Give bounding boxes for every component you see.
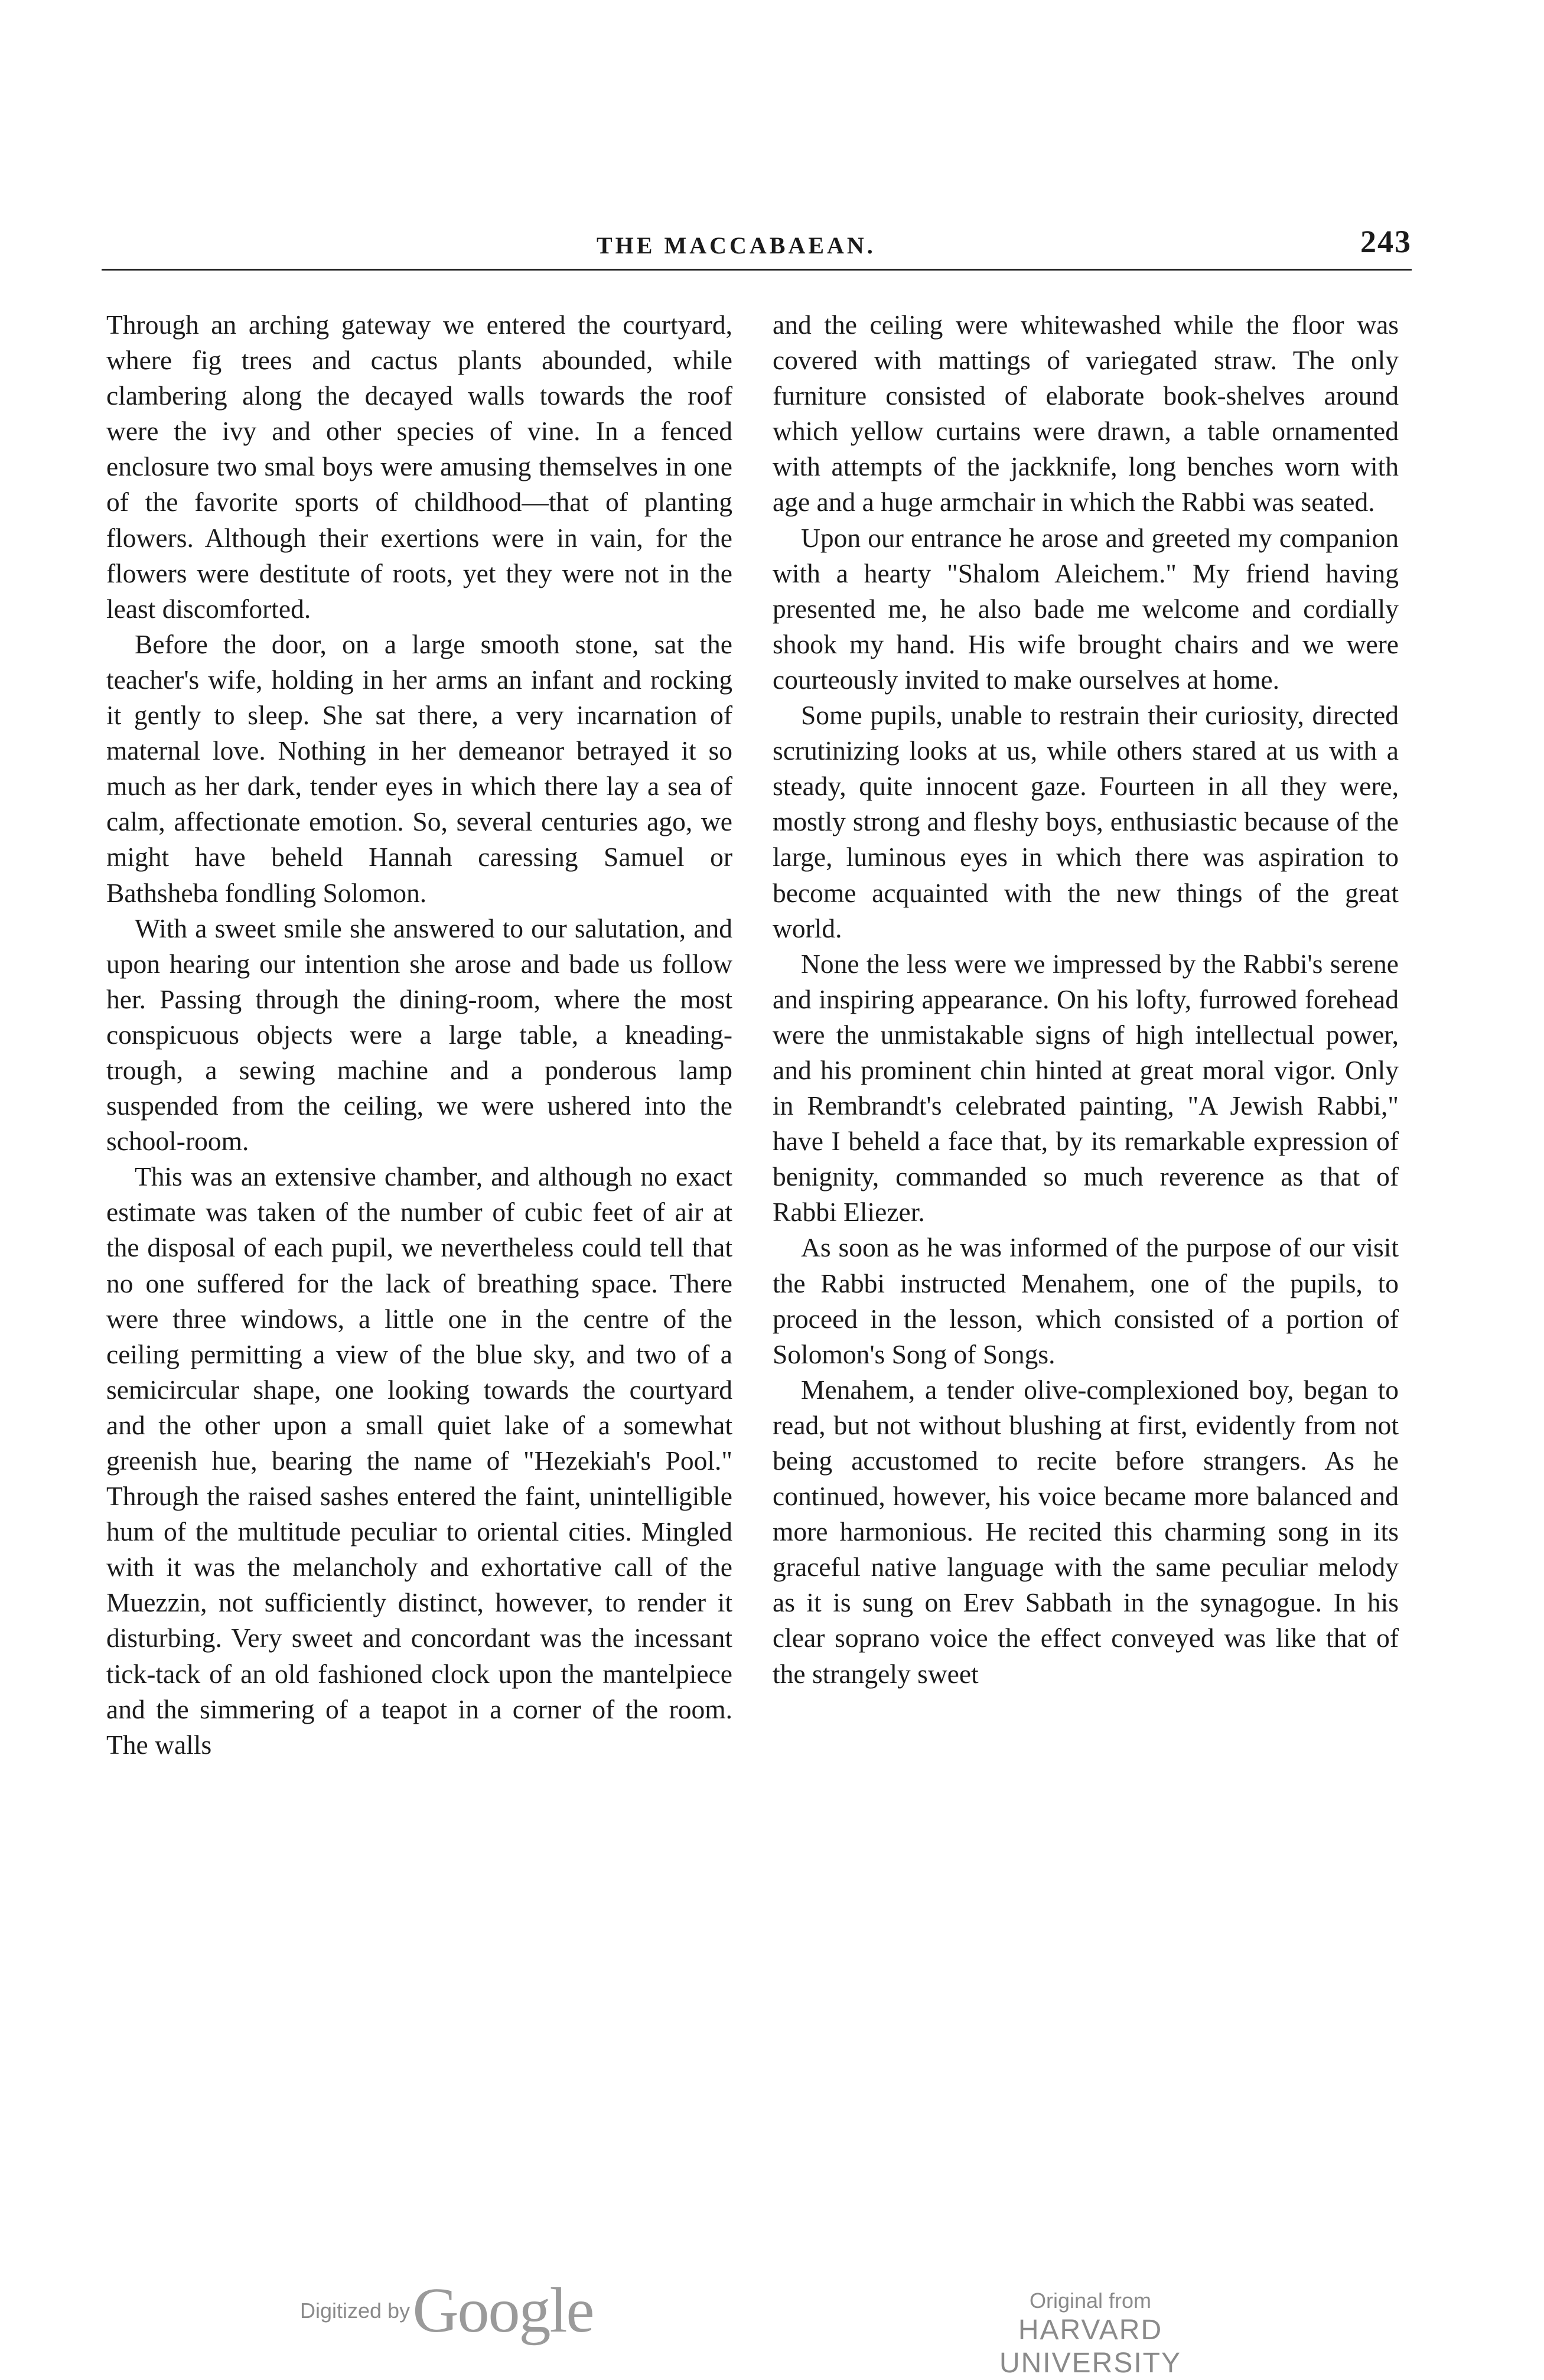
paragraph: This was an extensive chamber, and although no exact estimate was taken of the number of cubic feet of air at the disposal of each pupil, we nevertheless could tell that no one suffered for the lack of breathing space. There were three windows, a little one in the centre of the ceiling permitting a view of the blue sky, and two of a semicircular shape, one looking towards the courtyard and the other upon a small quiet lake of a somewhat greenish hue, bearing the name of "Hezekiah's Pool." Through the raised sashes entered the faint, unintelligible hum of the multitude peculiar to oriental cities. Mingled with it was the melancholy and exhortative call of the Muezzin, not sufficiently distinct, however, to render it disturbing. Very sweet and concordant was the incessant tick-tack of an old fashioned clock upon the mantelpiece and the simmering of a teapot in a corner of the room. The walls	[106, 1161, 732, 1760]
right-column	[773, 307, 1399, 1692]
paragraph: With a sweet smile she answered to our salutation, and upon hearing our intention she arose and bade us follow her. Passing through the dining-room, where the most conspicuous objects were a large table, a kneading-trough, a sewing machine and a ponderous lamp suspended from the ceiling, we were ushered into the school-room.	[106, 913, 732, 1157]
header-rule	[102, 269, 1412, 271]
digitized-by-label: Digitized by	[300, 2298, 411, 2323]
original-from-label: Original from	[1029, 2288, 1152, 2313]
paragraph: Menahem, a tender olive-complexioned boy, began to read, but not without blushing at first, evidently from not being accustomed to recite before strangers. As he continued, however, his voice became more balanced and more harmonious. He recited this charming song in its graceful native language with the same peculiar melody as it is sung on Erev Sabbath in the synagogue. In his clear soprano voice the effect conveyed was like that of the strangely sweet	[773, 1374, 1399, 1689]
paragraph: None the less were we impressed by the Rabbi's serene and inspiring appearance. On his lofty, furrowed forehead were the unmistakable signs of high intellectual power, and his prominent chin hinted at great moral vigor. Only in Rembrandt's celebrated painting, "A Jewish Rabbi," have I beheld a face that, by its remarkable expression of benignity, commanded so much reverence as that of Rabbi Eliezer.	[773, 948, 1399, 1228]
paragraph: Upon our entrance he arose and greeted my companion with a hearty "Shalom Aleichem." My friend having presented me, he also bade me welcome and cordially shook my hand. His wife brought chairs and we were courteously invited to make ourselves at home.	[773, 522, 1399, 695]
source-credit	[937, 2288, 1244, 2380]
running-title: THE MACCABAEAN.	[597, 232, 876, 259]
paragraph: and the ceiling were whitewashed while the floor was covered with mattings of variegated straw. The only furniture consisted of elaborate book-shelves around which yellow curtains were drawn, a table ornamented with attempts of the jackknife, long benches worn with age and a huge armchair in which the Rabbi was seated.	[773, 310, 1399, 517]
digitization-credit	[300, 2274, 593, 2348]
left-column	[106, 307, 732, 1763]
paragraph: As soon as he was informed of the purpose of our visit the Rabbi instructed Menahem, one of the pupils, to proceed in the lesson, which consisted of a portion of Solomon's Song of Songs.	[773, 1232, 1399, 1369]
page-header	[102, 223, 1412, 271]
paragraph: Before the door, on a large smooth stone, sat the teacher's wife, holding in her arms an infant and rocking it gently to sleep. She sat there, a very incarnation of maternal love. Nothing in her demeanor betrayed it so much as her dark, tender eyes in which there lay a sea of calm, affectionate emotion. So, several centuries ago, we might have beheld Hannah caressing Samuel or Bathsheba fondling Solomon.	[106, 629, 732, 908]
paragraph: Some pupils, unable to restrain their curiosity, directed scrutinizing looks at us, while others stared at us with a steady, quite innocent gaze. Fourteen in all they were, mostly strong and fleshy boys, enthusiastic because of the large, luminous eyes in which there was aspiration to become acquainted with the new things of the great world.	[773, 700, 1399, 943]
paragraph: Through an arching gateway we entered the courtyard, where fig trees and cactus plants abounded, while clambering along the decayed walls towards the roof were the ivy and other species of vine. In a fenced enclosure two smal boys were amusing themselves in one of the favorite sports of childhood—that of planting flowers. Although their exertions were in vain, for the flowers were destitute of roots, yet they were not in the least discomforted.	[106, 310, 732, 624]
page-number: 243	[1360, 224, 1412, 259]
google-logo: Google	[412, 2275, 594, 2346]
institution-name: HARVARD UNIVERSITY	[999, 2314, 1182, 2379]
